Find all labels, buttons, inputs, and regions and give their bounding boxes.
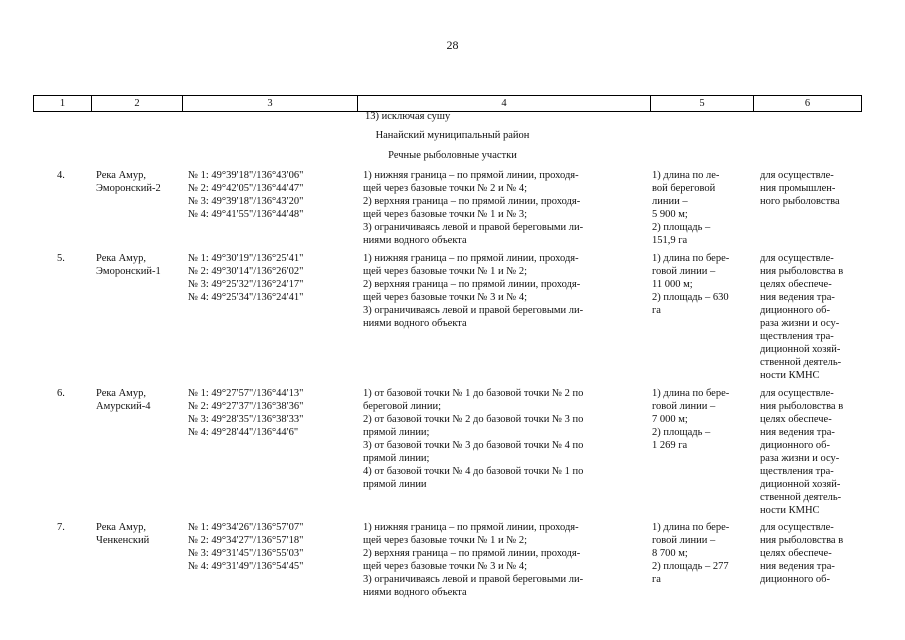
site-purpose-line: целях обеспече- <box>760 414 832 425</box>
site-name <box>96 169 186 195</box>
column-number-2: 2 <box>92 96 183 112</box>
site-name-line: Река Амур, <box>96 170 146 181</box>
site-purpose-line: целях обеспече- <box>760 548 832 559</box>
site-purpose-line: диционной хозяй- <box>760 344 841 355</box>
site-size-line: 2) площадь – 277 <box>652 561 729 572</box>
boundary-description-line: прямой линии; <box>363 453 430 464</box>
boundary-description-line: береговой линии; <box>363 401 442 412</box>
site-purpose-line: ного рыболовства <box>760 196 840 207</box>
site-purpose-line: целях обеспече- <box>760 279 832 290</box>
row-number-line: 6. <box>57 388 65 399</box>
site-purpose-line: ния рыболовства в <box>760 266 844 277</box>
boundary-description-line: щей через базовые точки № 1 и № 2; <box>363 535 528 546</box>
site-size-line: 8 700 м; <box>652 548 688 559</box>
site-name-line: Эморонский-1 <box>96 266 161 277</box>
site-size-line: 11 000 м; <box>652 279 693 290</box>
row-number <box>57 521 65 534</box>
site-size-line: 2) площадь – 630 <box>652 292 729 303</box>
site-size <box>652 252 747 317</box>
site-purpose-line: для осуществле- <box>760 253 834 264</box>
coordinates-line: № 4: 49°41'55"/136°44'48" <box>188 209 304 220</box>
row-number <box>57 169 65 182</box>
boundary-description <box>363 387 648 491</box>
site-purpose-line: ния ведения тра- <box>760 292 835 303</box>
site-size-line: 1) длина по бере- <box>652 253 730 264</box>
boundary-description-line: щей через базовые точки № 1 и № 3; <box>363 209 528 220</box>
site-name-line: Река Амур, <box>96 522 146 533</box>
site-purpose-line: ния промышлен- <box>760 183 836 194</box>
site-size-line: 2) площадь – <box>652 427 711 438</box>
site-size-line: 1) длина по бере- <box>652 388 730 399</box>
coordinates-line: № 2: 49°34'27"/136°57'18" <box>188 535 304 546</box>
boundary-description-line: 3) ограничиваясь левой и правой береговыми ли- <box>363 305 584 316</box>
boundary-description-line: щей через базовые точки № 2 и № 4; <box>363 183 528 194</box>
boundary-description <box>363 252 648 330</box>
site-purpose-line: для осуществле- <box>760 522 834 533</box>
site-purpose-line: ществления тра- <box>760 466 834 477</box>
section-heading: Речные рыболовные участки <box>388 150 517 161</box>
site-size-line: га <box>652 305 661 316</box>
site-purpose <box>760 521 860 586</box>
site-purpose-line: ния рыболовства в <box>760 401 844 412</box>
site-purpose <box>760 252 860 382</box>
site-size-line: говой линии – <box>652 535 716 546</box>
site-name-line: Река Амур, <box>96 253 146 264</box>
site-size-line: говой линии – <box>652 401 716 412</box>
coordinates-line: № 2: 49°30'14"/136°26'02" <box>188 266 304 277</box>
site-name-line: Эморонский-2 <box>96 183 161 194</box>
site-purpose-line: раза жизни и осу- <box>760 453 840 464</box>
boundary-description-line: 3) ограничиваясь левой и правой береговыми ли- <box>363 222 584 233</box>
site-size <box>652 521 747 586</box>
boundary-description-line: ниями водного объекта <box>363 318 467 329</box>
site-name-line: Река Амур, <box>96 388 146 399</box>
row-number-line: 4. <box>57 170 65 181</box>
coordinates-line: № 1: 49°39'18"/136°43'06" <box>188 170 304 181</box>
coordinates-line: № 3: 49°25'32"/136°24'17" <box>188 279 304 290</box>
coordinates-line: № 3: 49°39'18"/136°43'20" <box>188 196 304 207</box>
site-purpose-line: для осуществле- <box>760 170 834 181</box>
page-number: 28 <box>446 38 459 52</box>
site-size <box>652 169 747 247</box>
site-name-line: Амурский-4 <box>96 401 151 412</box>
site-purpose-line: ния ведения тра- <box>760 427 835 438</box>
site-purpose-line: ния рыболовства в <box>760 535 844 546</box>
row-number-line: 5. <box>57 253 65 264</box>
boundary-description-line: 4) от базовой точки № 4 до базовой точки № 1 по <box>363 466 584 477</box>
site-purpose-line: ния ведения тра- <box>760 561 835 572</box>
site-purpose-line: для осуществле- <box>760 388 834 399</box>
boundary-description-line: щей через базовые точки № 3 и № 4; <box>363 292 528 303</box>
site-purpose-line: диционного об- <box>760 440 830 451</box>
boundary-description-line: 3) ограничиваясь левой и правой береговыми ли- <box>363 574 584 585</box>
site-name-line: Ченкенский <box>96 535 150 546</box>
site-size <box>652 387 747 452</box>
boundary-description-line: 1) от базовой точки № 1 до базовой точки № 2 по <box>363 388 584 399</box>
site-name <box>96 521 186 547</box>
boundary-description <box>363 521 648 599</box>
coordinates <box>188 169 353 221</box>
coordinates-line: № 2: 49°42'05"/136°44'47" <box>188 183 304 194</box>
site-purpose-line: диционного об- <box>760 574 830 585</box>
site-purpose-line: диционного об- <box>760 305 830 316</box>
site-purpose-line: ственной деятель- <box>760 357 842 368</box>
row-number <box>57 252 65 265</box>
site-purpose-line: ществления тра- <box>760 331 834 342</box>
boundary-description-line: прямой линии; <box>363 427 430 438</box>
boundary-description-line: 1) нижняя граница – по прямой линии, проходя- <box>363 253 579 264</box>
column-number-6: 6 <box>754 96 862 112</box>
site-size-line: 1 269 га <box>652 440 688 451</box>
coordinates-line: № 4: 49°31'49"/136°54'45" <box>188 561 304 572</box>
site-size-line: 151,9 га <box>652 235 688 246</box>
site-purpose <box>760 169 860 208</box>
boundary-description-line: ниями водного объекта <box>363 587 467 598</box>
coordinates-line: № 2: 49°27'37"/136°38'36" <box>188 401 304 412</box>
boundary-description-line: 2) верхняя граница – по прямой линии, проходя- <box>363 279 581 290</box>
site-size-line: 1) длина по бере- <box>652 522 730 533</box>
site-size-line: га <box>652 574 661 585</box>
continued-text: 13) исключая сушу <box>365 111 451 122</box>
boundary-description-line: 2) от базовой точки № 2 до базовой точки № 3 по <box>363 414 584 425</box>
boundary-description-line: щей через базовые точки № 1 и № 2; <box>363 266 528 277</box>
boundary-description-line: 1) нижняя граница – по прямой линии, проходя- <box>363 170 579 181</box>
site-purpose-line: раза жизни и осу- <box>760 318 840 329</box>
coordinates <box>188 387 353 439</box>
column-number-1: 1 <box>34 96 92 112</box>
site-size-line: говой линии – <box>652 266 716 277</box>
site-size-line: 5 900 м; <box>652 209 688 220</box>
coordinates-line: № 4: 49°28'44"/136°44'6" <box>188 427 299 438</box>
row-number-line: 7. <box>57 522 65 533</box>
coordinates-line: № 1: 49°27'57"/136°44'13" <box>188 388 304 399</box>
site-name <box>96 252 186 278</box>
boundary-description-line: прямой линии <box>363 479 427 490</box>
site-size-line: 1) длина по ле- <box>652 170 720 181</box>
site-purpose <box>760 387 860 517</box>
coordinates <box>188 521 353 573</box>
boundary-description-line: 2) верхняя граница – по прямой линии, проходя- <box>363 548 581 559</box>
site-name <box>96 387 186 413</box>
coordinates-line: № 4: 49°25'34"/136°24'41" <box>188 292 304 303</box>
coordinates-line: № 3: 49°28'35"/136°38'33" <box>188 414 304 425</box>
boundary-description <box>363 169 648 247</box>
site-purpose-line: ственной деятель- <box>760 492 842 503</box>
site-size-line: 2) площадь – <box>652 222 711 233</box>
boundary-description-line: 2) верхняя граница – по прямой линии, проходя- <box>363 196 581 207</box>
row-number <box>57 387 65 400</box>
boundary-description-line: 3) от базовой точки № 3 до базовой точки № 4 по <box>363 440 584 451</box>
site-size-line: линии – <box>652 196 688 207</box>
coordinates-line: № 1: 49°34'26"/136°57'07" <box>188 522 304 533</box>
district-heading: Нанайский муниципальный район <box>375 130 530 141</box>
coordinates-line: № 3: 49°31'45"/136°55'03" <box>188 548 304 559</box>
column-number-3: 3 <box>183 96 358 112</box>
boundary-description-line: ниями водного объекта <box>363 235 467 246</box>
coordinates <box>188 252 353 304</box>
boundary-description-line: 1) нижняя граница – по прямой линии, проходя- <box>363 522 579 533</box>
site-size-line: вой береговой <box>652 183 716 194</box>
site-purpose-line: ности КМНС <box>760 370 820 381</box>
boundary-description-line: щей через базовые точки № 3 и № 4; <box>363 561 528 572</box>
site-size-line: 7 000 м; <box>652 414 688 425</box>
coordinates-line: № 1: 49°30'19"/136°25'41" <box>188 253 304 264</box>
column-number-5: 5 <box>651 96 754 112</box>
site-purpose-line: диционной хозяй- <box>760 479 841 490</box>
site-purpose-line: ности КМНС <box>760 505 820 516</box>
column-number-4: 4 <box>358 96 651 112</box>
